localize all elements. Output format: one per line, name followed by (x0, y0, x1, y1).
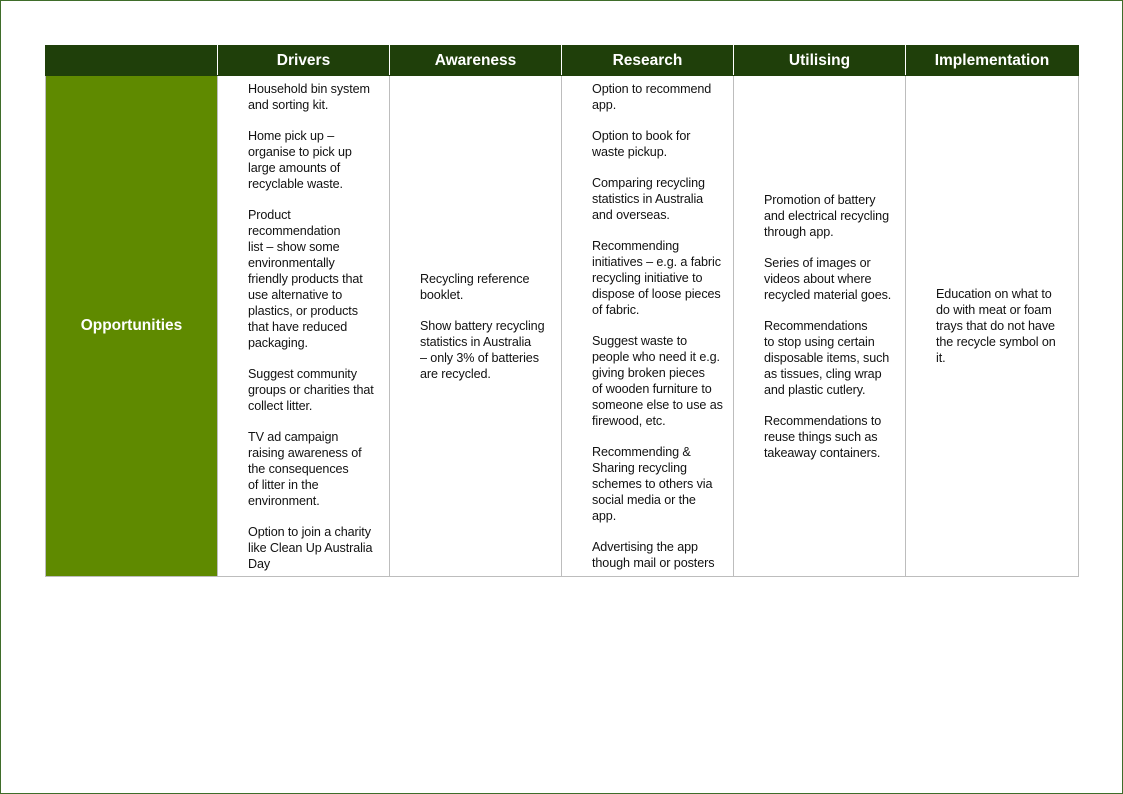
opportunities-matrix (45, 45, 1079, 577)
cell-paragraph: Home pick up – organise to pick up large amounts of recyclable waste. (248, 128, 352, 191)
cell-paragraph: Comparing recycling statistics in Australia and overseas. (592, 176, 705, 222)
column-header-utilising: Utilising (734, 46, 906, 76)
cell-paragraph: Recommendations to stop using certain disposable items, such as tissues, cling wrap and plastic cutlery. (764, 318, 890, 397)
cell-implementation (906, 76, 1079, 577)
column-header-awareness: Awareness (390, 46, 562, 76)
cell-awareness (390, 76, 562, 577)
cell-paragraph: Advertising the app though mail or posters (592, 540, 715, 570)
cell-paragraph: Recommending initiatives – e.g. a fabric recycling initiative to dispose of loose pieces of fabric. (592, 239, 721, 317)
cell-paragraph: Education on what to do with meat or foam trays that do not have the recycle symbol on it. (936, 287, 1056, 365)
header-row (46, 46, 1079, 76)
cell-paragraph: Suggest waste to people who need it e.g. giving broken pieces of wooden furniture to someone else to use as firewood, etc. (592, 334, 723, 428)
cell-drivers (218, 76, 390, 577)
cell-utilising (734, 76, 906, 577)
column-header-research: Research (562, 46, 734, 76)
cell-paragraph: Suggest community groups or charities that collect litter. (248, 366, 374, 413)
cell-paragraph: Option to book for waste pickup. (592, 129, 691, 159)
cell-paragraph: TV ad campaign raising awareness of the consequences of litter in the environment. (248, 429, 362, 508)
cell-research (562, 76, 734, 577)
cell-paragraph: Series of images or videos about where recycled material goes. (764, 255, 892, 302)
cell-paragraph: Show battery recycling statistics in Australia – only 3% of batteries are recycled. (420, 318, 545, 381)
row-header-opportunities: Opportunities (46, 76, 218, 577)
cell-paragraph: Recycling reference booklet. (420, 271, 530, 302)
cell-paragraph: Household bin system and sorting kit. (248, 81, 370, 112)
cell-paragraph: Recommendations to reuse things such as takeaway containers. (764, 413, 882, 460)
cell-paragraph: Product recommendation list – show some environmentally friendly products that use alternative to plastics, or products that have reduced packaging. (248, 207, 363, 350)
cell-paragraph: Option to recommend app. (592, 82, 712, 112)
cell-paragraph: Option to join a charity like Clean Up Australia Day (248, 524, 373, 571)
cell-paragraph: Promotion of battery and electrical recycling through app. (764, 192, 889, 239)
opportunities-row (46, 76, 1079, 577)
column-header-drivers: Drivers (218, 46, 390, 76)
cell-paragraph: Recommending & Sharing recycling schemes to others via social media or the app. (592, 445, 713, 523)
column-header-implementation: Implementation (906, 46, 1079, 76)
corner-header (46, 46, 218, 76)
